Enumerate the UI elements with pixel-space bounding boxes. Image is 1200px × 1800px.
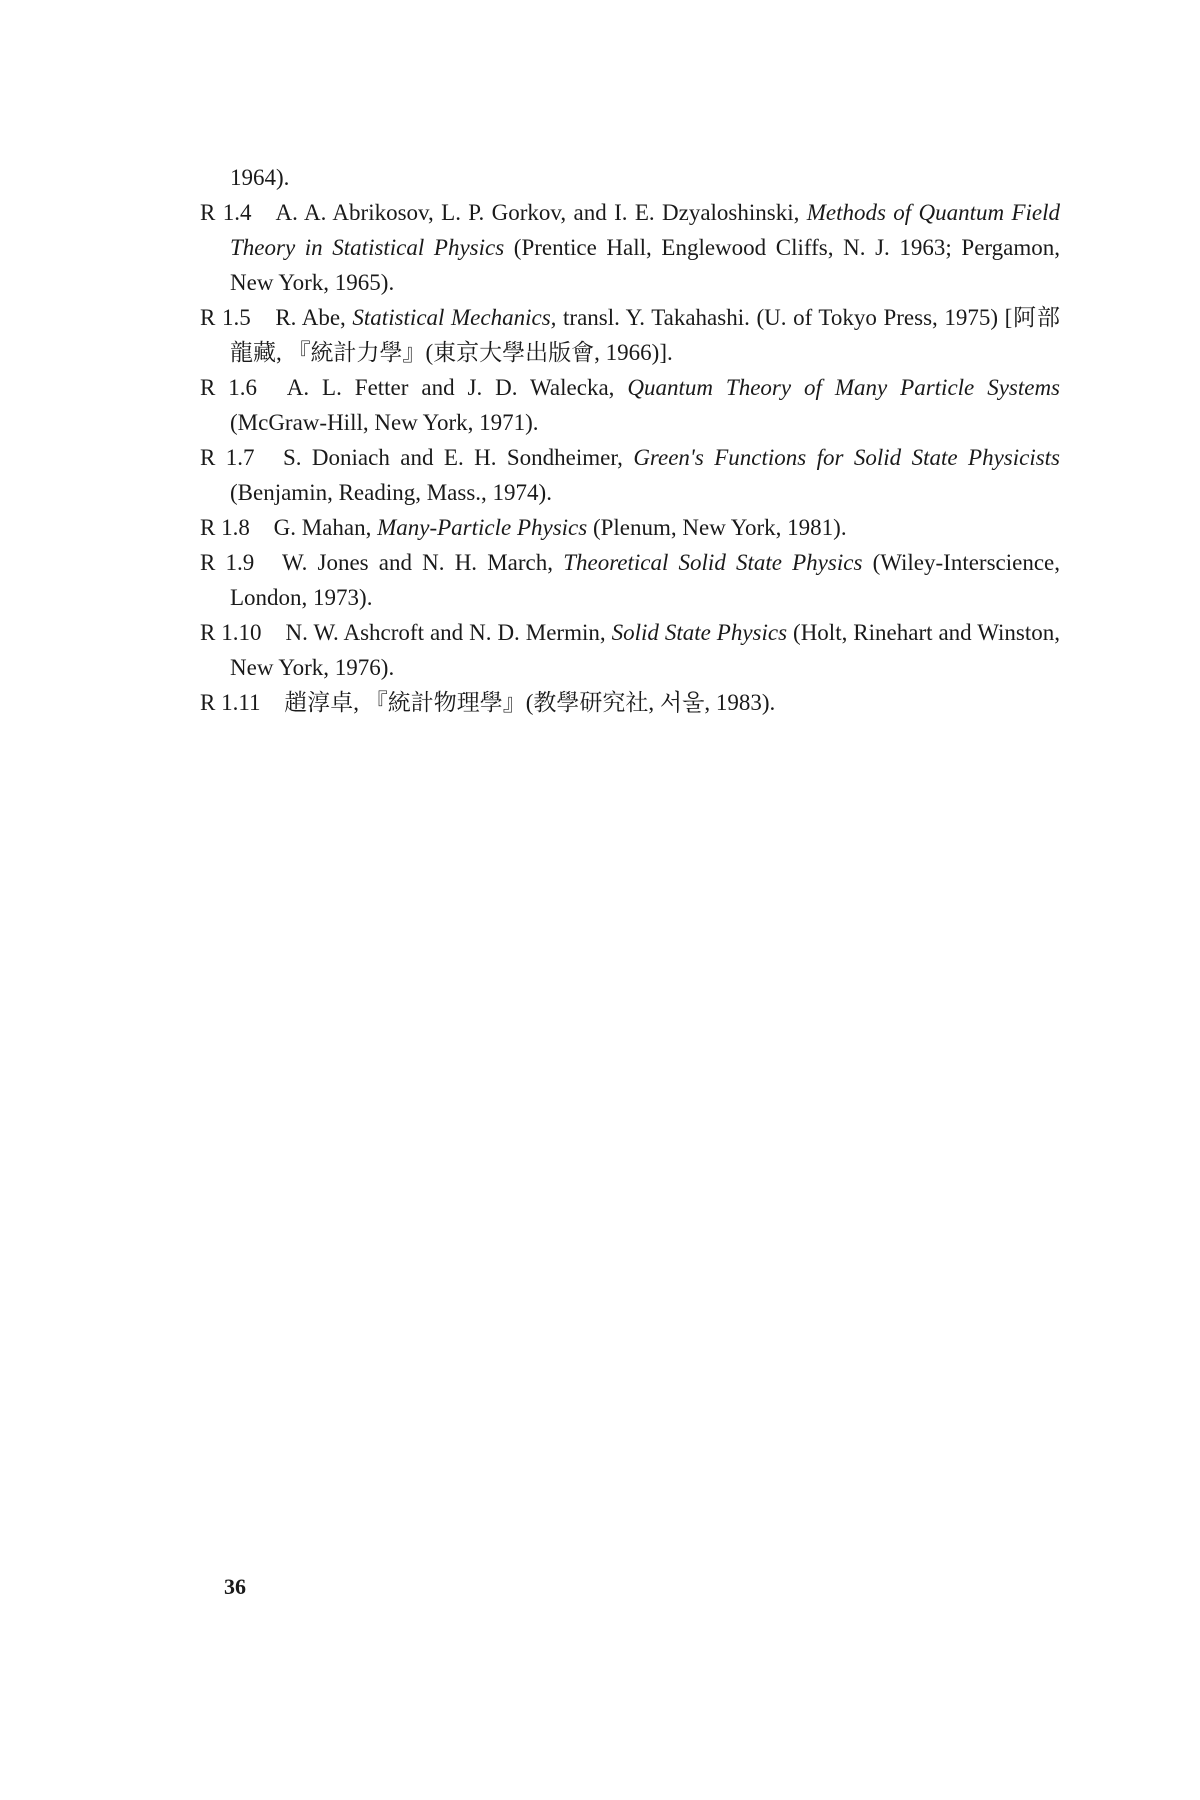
reference-authors: S. Doniach and E. H. Sondheimer, xyxy=(282,445,623,470)
reference-number: R 1.7 xyxy=(200,445,255,470)
reference-r1-10 xyxy=(200,615,1060,685)
reference-authors: R. Abe, xyxy=(275,305,346,330)
reference-number: R 1.9 xyxy=(200,550,255,575)
reference-authors: N. W. Ashcroft and N. D. Mermin, xyxy=(285,620,606,645)
reference-number: R 1.10 xyxy=(200,620,262,645)
reference-number: R 1.8 xyxy=(200,515,250,540)
reference-r1-5 xyxy=(200,300,1060,370)
reference-list xyxy=(200,160,1060,720)
reference-details: (McGraw-Hill, New York, 1971). xyxy=(230,410,539,435)
reference-details: (Prentice Hall, Englewood Cliffs, N. J. 1963; Pergamon, New York, 1965). xyxy=(230,235,1061,295)
reference-details: 『統計物理學』(教學研究社, 서울, 1983). xyxy=(364,690,776,715)
reference-details: (Wiley-Interscience, London, 1973). xyxy=(230,550,1061,610)
reference-details: transl. Y. Takahashi. (U. of Tokyo Press, 1975) [阿部龍藏, 『統計力學』(東京大學出版會, 1966)]. xyxy=(230,305,1061,365)
reference-details: (Plenum, New York, 1981). xyxy=(592,515,847,540)
reference-details: (Holt, Rinehart and Winston, New York, 1976). xyxy=(230,620,1060,680)
reference-title: Green's Functions for Solid State Physicists xyxy=(633,445,1061,470)
reference-number: R 1.4 xyxy=(200,200,252,225)
reference-details: (Benjamin, Reading, Mass., 1974). xyxy=(230,480,552,505)
reference-authors: A. A. Abrikosov, L. P. Gorkov, and I. E. Dzyaloshinski, xyxy=(275,200,800,225)
reference-authors: G. Mahan, xyxy=(273,515,372,540)
reference-continuation: 1964). xyxy=(230,165,290,190)
reference-title: Many-Particle Physics xyxy=(377,515,588,540)
reference-r1-7 xyxy=(200,440,1060,510)
reference-r1-11 xyxy=(200,685,1060,720)
reference-title: Solid State Physics xyxy=(611,620,788,645)
page-number: 36 xyxy=(224,1574,246,1599)
reference-r1-4 xyxy=(200,195,1060,300)
reference-number: R 1.5 xyxy=(200,305,251,330)
reference-number: R 1.11 xyxy=(200,690,261,715)
reference-title: Methods of Quantum Field Theory in Statistical Physics xyxy=(230,200,1061,260)
reference-number: R 1.6 xyxy=(200,375,258,400)
reference-title: Quantum Theory of Many Particle Systems xyxy=(627,375,1061,400)
reference-r1-8 xyxy=(200,510,1060,545)
reference-authors: A. L. Fetter and J. D. Walecka, xyxy=(286,375,615,400)
reference-title: Theoretical Solid State Physics xyxy=(563,550,863,575)
reference-r1-9 xyxy=(200,545,1060,615)
reference-authors: 趙淳卓, xyxy=(284,690,359,715)
reference-r1-6 xyxy=(200,370,1060,440)
reference-title: Statistical Mechanics, xyxy=(352,305,557,330)
reference-authors: W. Jones and N. H. March, xyxy=(282,550,554,575)
